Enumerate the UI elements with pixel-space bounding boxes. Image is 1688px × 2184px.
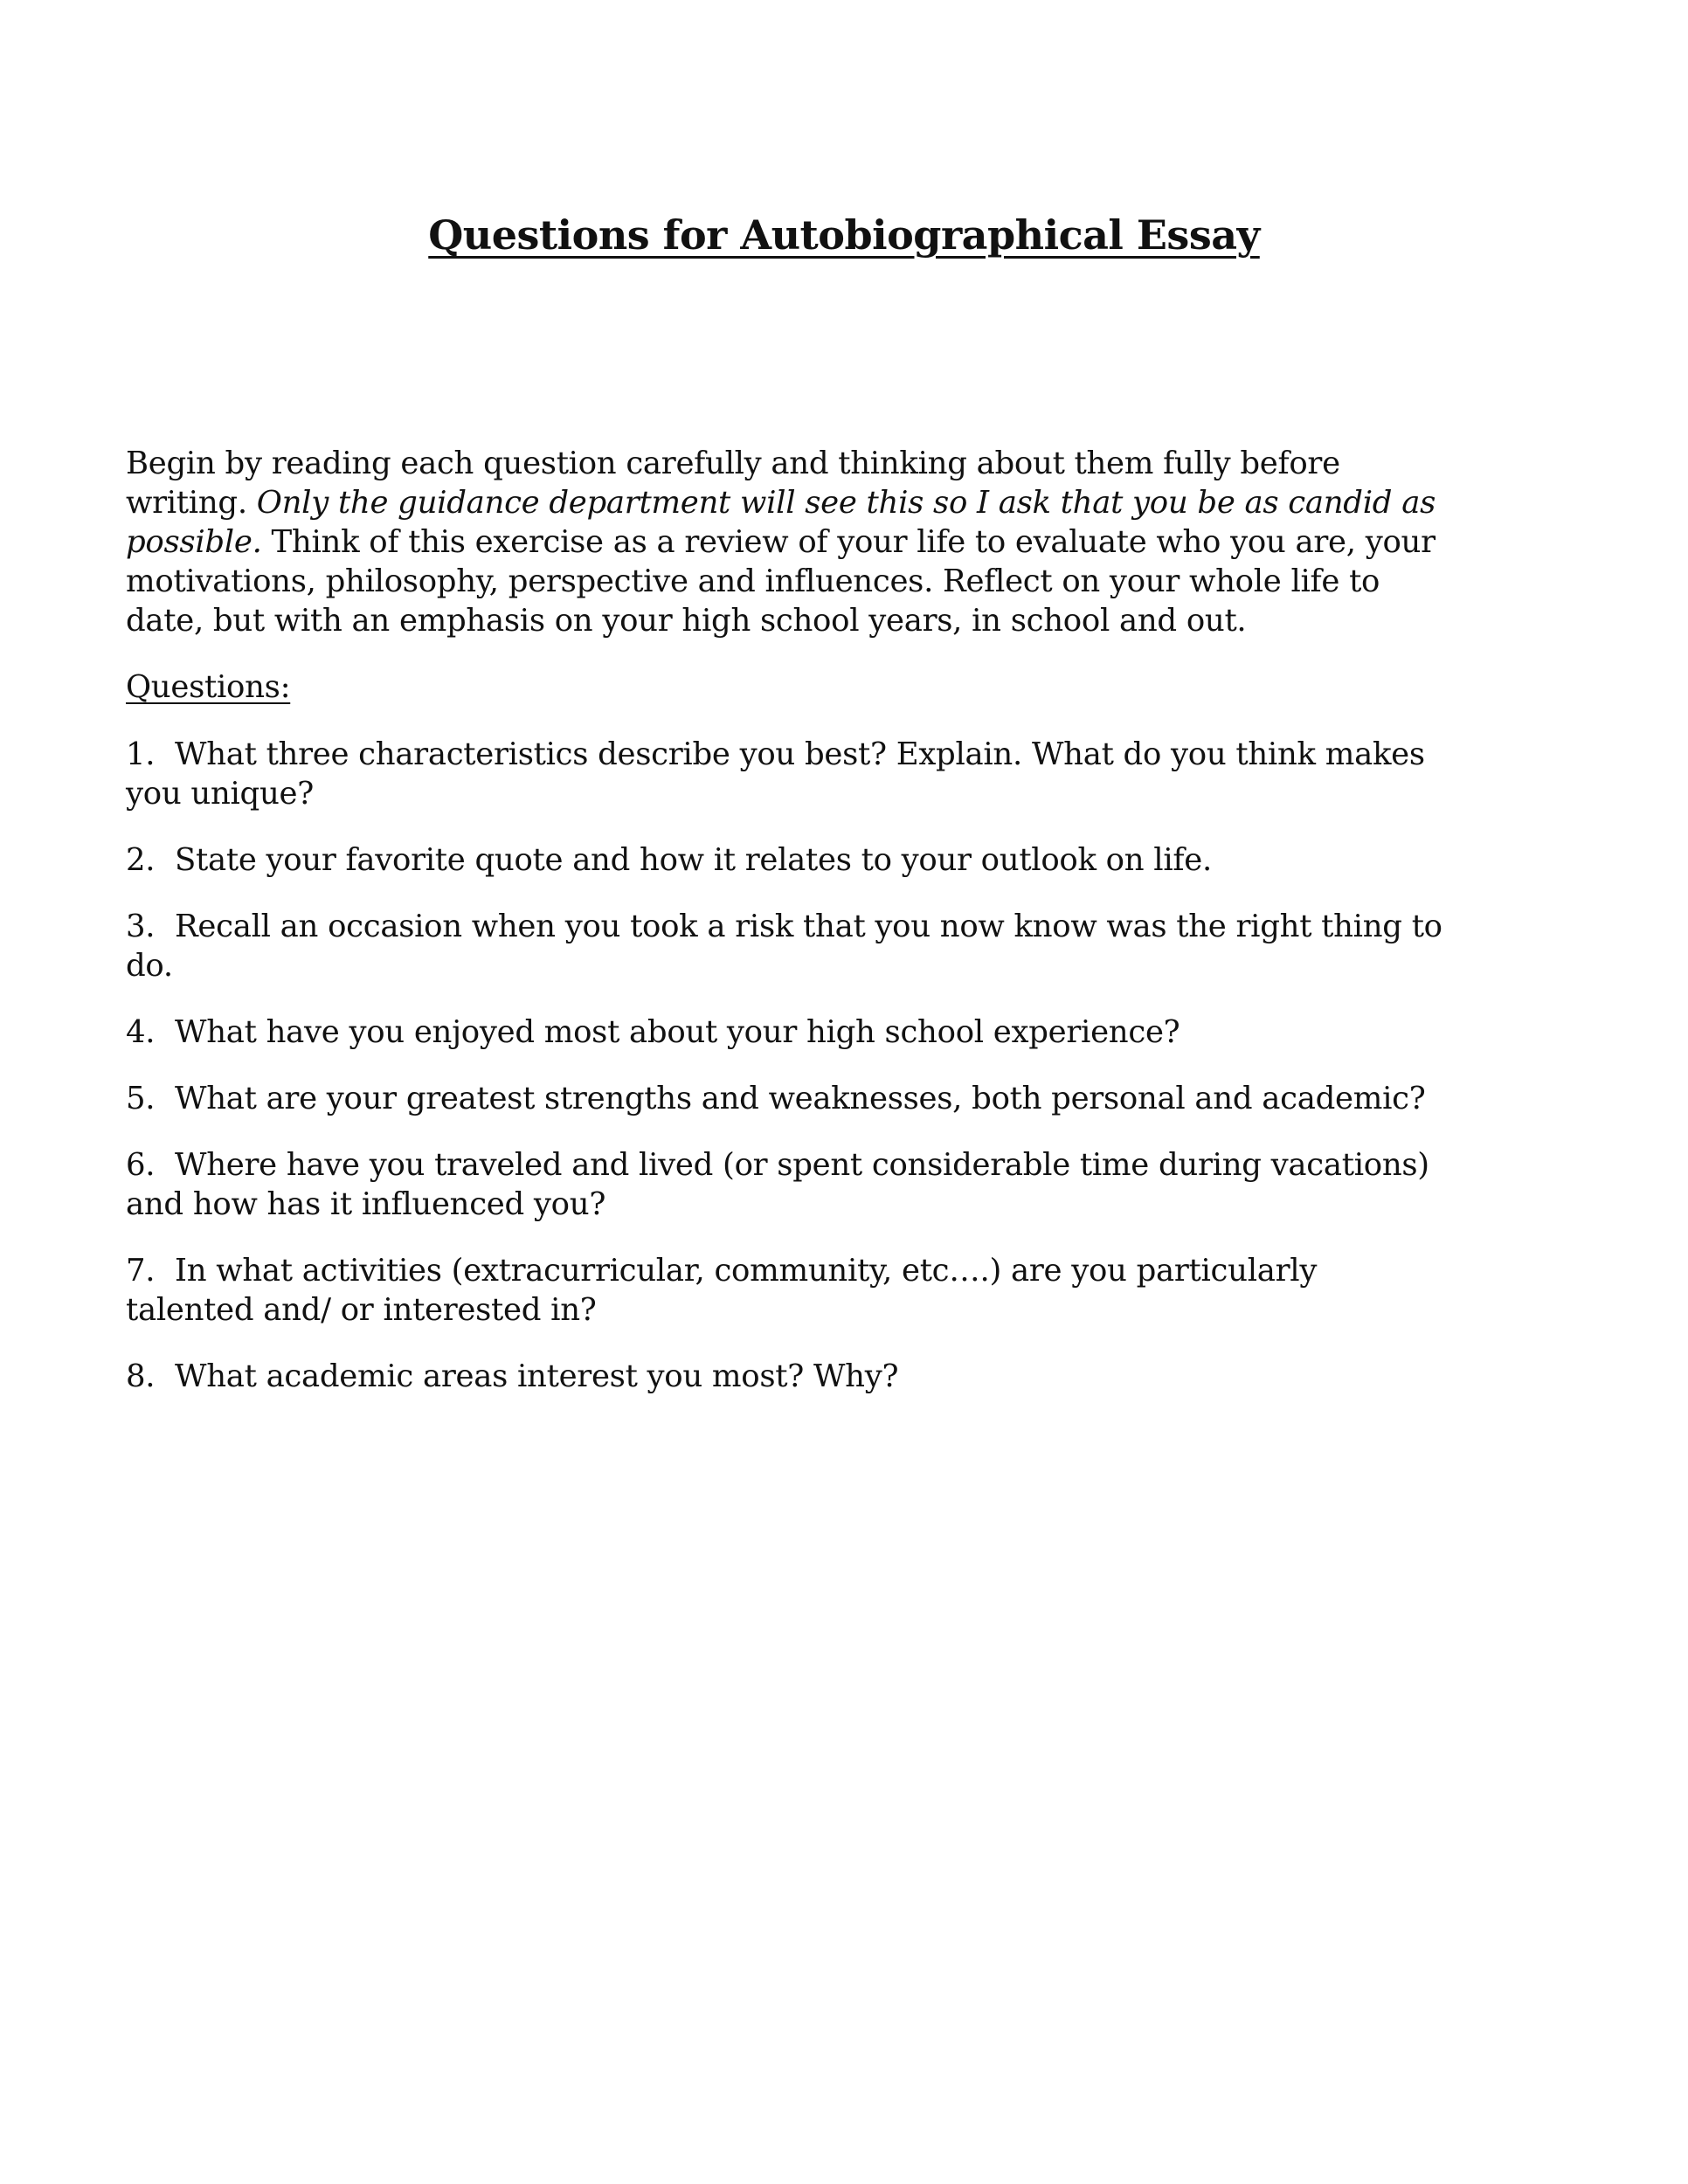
- intro-paragraph: [126, 444, 1454, 640]
- question-item: [126, 1013, 1454, 1052]
- question-text: What are your greatest strengths and weaknesses, both personal and academic?: [175, 1081, 1426, 1116]
- document-body: [126, 444, 1454, 1423]
- question-number: 8.: [126, 1358, 156, 1394]
- page-title: Questions for Autobiographical Essay: [428, 211, 1260, 259]
- questions-heading: Questions:: [126, 669, 291, 705]
- questions-list: [126, 735, 1454, 1396]
- question-number: 1.: [126, 736, 156, 772]
- question-number: 2.: [126, 842, 156, 878]
- question-item: [126, 840, 1454, 880]
- question-text: What academic areas interest you most? Why?: [175, 1358, 899, 1394]
- intro-text-start: Begin by reading each question carefully and thinking about them fully before writing.: [126, 446, 1340, 521]
- question-number: 5.: [126, 1081, 156, 1116]
- intro-italic-note: Only the guidance department will see this so I ask that you be as candid as possible.: [126, 485, 1435, 560]
- question-text: In what activities (extracurricular, community, etc….) are you particularly talented and/ or interested in?: [126, 1253, 1318, 1328]
- question-item: [126, 735, 1454, 813]
- question-number: 4.: [126, 1014, 156, 1050]
- question-item: [126, 1357, 1454, 1396]
- intro-text-end: Think of this exercise as a review of your life to evaluate who you are, your motivations, philosophy, perspective and influences. Reflect on your whole life to date, but with an emphasis on your high school years, in school and out.: [126, 524, 1435, 639]
- question-text: Where have you traveled and lived (or spent considerable time during vacations) and how has it influenced you?: [126, 1147, 1429, 1222]
- question-item: [126, 1145, 1454, 1224]
- question-text: What three characteristics describe you best? Explain. What do you think makes you unique?: [126, 736, 1425, 812]
- question-number: 3.: [126, 909, 156, 944]
- question-number: 6.: [126, 1147, 156, 1183]
- question-text: State your favorite quote and how it relates to your outlook on life.: [175, 842, 1212, 878]
- question-item: [126, 907, 1454, 985]
- question-text: What have you enjoyed most about your high school experience?: [175, 1014, 1180, 1050]
- question-item: [126, 1079, 1454, 1118]
- question-text: Recall an occasion when you took a risk that you now know was the right thing to do.: [126, 909, 1442, 984]
- question-number: 7.: [126, 1253, 156, 1289]
- question-item: [126, 1251, 1454, 1330]
